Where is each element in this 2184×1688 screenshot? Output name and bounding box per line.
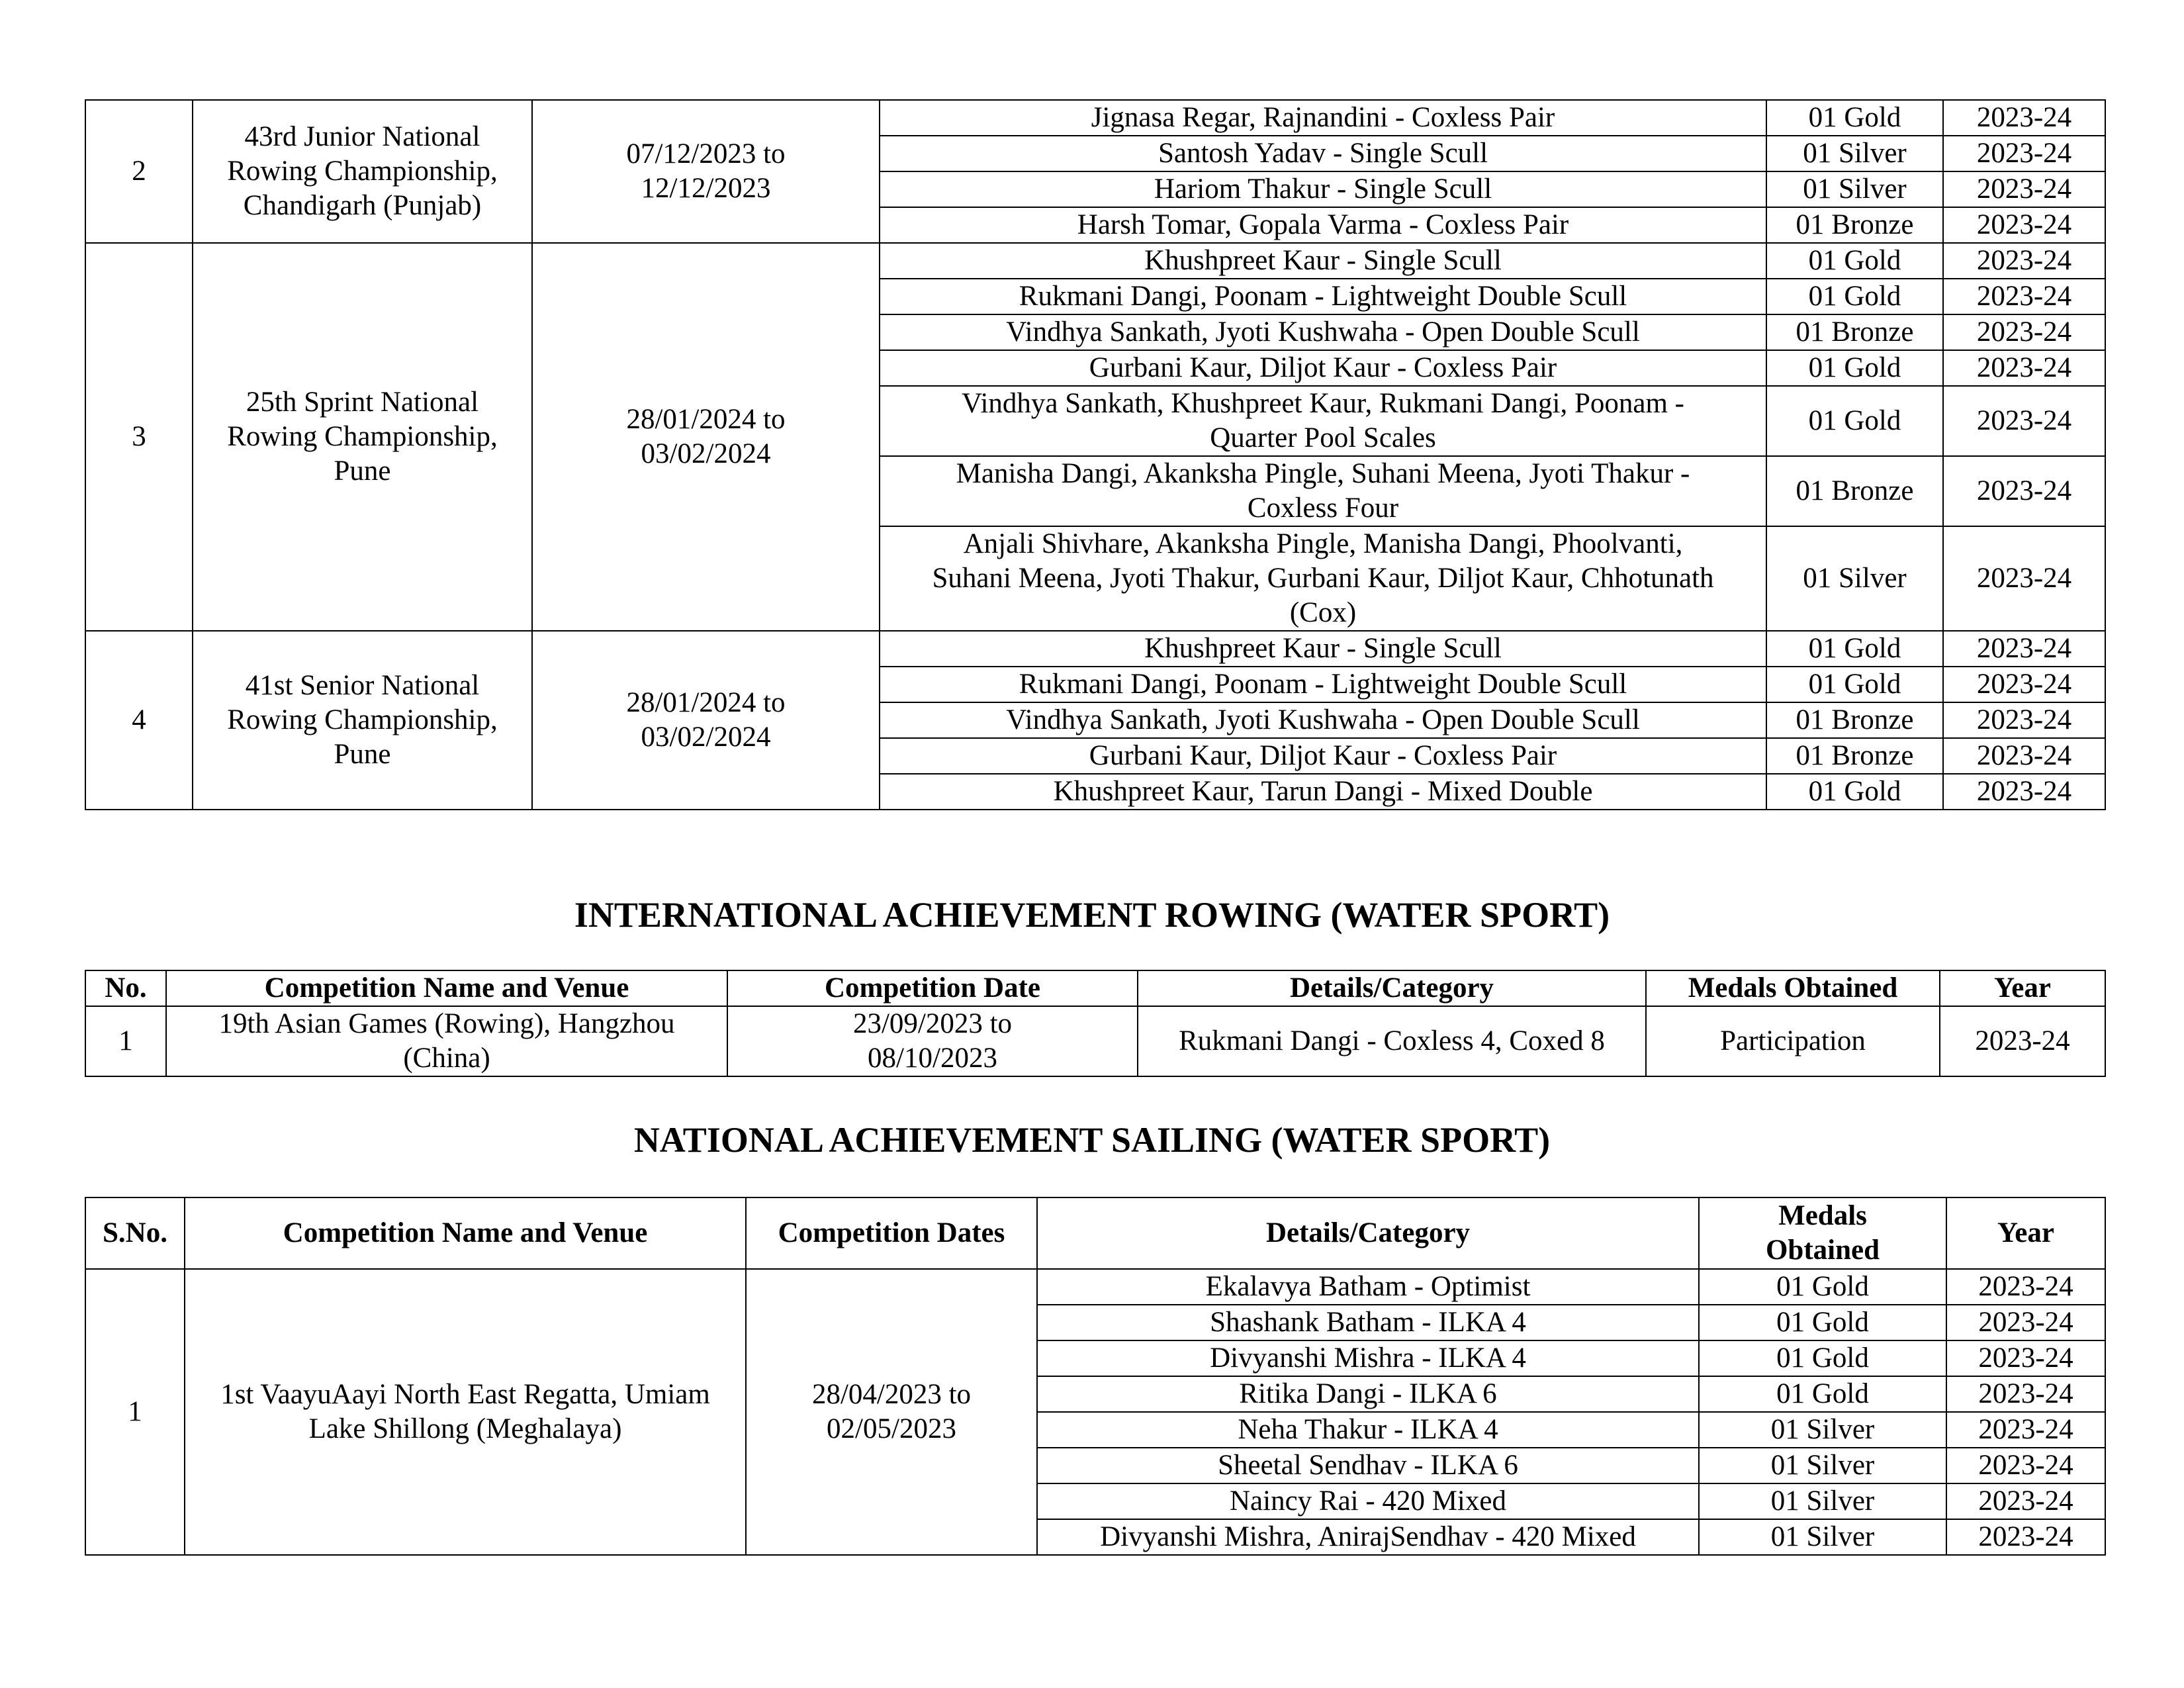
cell-medal: 01 Gold [1766,386,1943,456]
table-row [85,100,2105,136]
cell-details [880,207,1766,243]
cell-details-line: Quarter Pool Scales [1210,422,1436,453]
cell-details [880,456,1766,526]
cell-competition-line: Lake Shillong (Meghalaya) [308,1413,622,1444]
cell-details-line: Vindhya Sankath, Khushpreet Kaur, Rukmani Dangi, Poonam - [961,388,1684,419]
cell-details [880,526,1766,631]
cell-details [880,279,1766,314]
table-row [85,243,2105,279]
col-header-dates: Competition Dates [746,1197,1037,1269]
cell-medal: 01 Gold [1766,667,1943,702]
cell-competition-line: Pune [334,455,391,487]
cell-medal: 01 Silver [1766,526,1943,631]
cell-date-line: 03/02/2024 [641,722,771,753]
cell-medal: Participation [1646,1006,1940,1076]
cell-date [532,100,880,243]
cell-sno: 3 [85,243,193,631]
cell-medal: 01 Silver [1699,1483,1946,1519]
cell-details: Naincy Rai - 420 Mixed [1037,1483,1699,1519]
national-rowing-table [85,99,2106,810]
header-row [85,970,2105,1006]
cell-medal: 01 Gold [1699,1269,1946,1305]
cell-details [880,171,1766,207]
cell-medal: 01 Bronze [1766,702,1943,738]
cell-year: 2023-24 [1943,631,2105,667]
cell-details: Divyanshi Mishra - ILKA 4 [1037,1340,1699,1376]
cell-details [880,350,1766,386]
cell-year: 2023-24 [1943,738,2105,774]
cell-competition-line: 41st Senior National [245,670,480,701]
cell-details: Shashank Batham - ILKA 4 [1037,1305,1699,1340]
col-header-sno: S.No. [85,1197,185,1269]
cell-details: Rukmani Dangi - Coxless 4, Coxed 8 [1138,1006,1646,1076]
cell-medal: 01 Gold [1766,279,1943,314]
cell-details-line: Coxless Four [1247,492,1399,524]
col-header-details: Details/Category [1138,970,1646,1006]
cell-year: 2023-24 [1943,243,2105,279]
cell-date [746,1269,1037,1555]
header-line: Obtained [1765,1235,1880,1266]
cell-details-line: Santosh Yadav - Single Scull [1158,138,1488,169]
cell-details-line: Khushpreet Kaur, Tarun Dangi - Mixed Double [1053,776,1593,807]
cell-details [880,314,1766,350]
cell-competition [193,100,532,243]
cell-date-line: 12/12/2023 [641,173,771,204]
cell-competition [166,1006,727,1076]
competition-line: (China) [403,1043,490,1074]
cell-year: 2023-24 [1940,1006,2105,1076]
cell-date [532,243,880,631]
cell-details-line: Manisha Dangi, Akanksha Pingle, Suhani Meena, Jyoti Thakur - [956,458,1690,489]
cell-medal: 01 Silver [1699,1448,1946,1483]
cell-competition-line: Chandigarh (Punjab) [243,190,482,221]
cell-details: Ekalavya Batham - Optimist [1037,1269,1699,1305]
cell-year: 2023-24 [1946,1269,2105,1305]
cell-details: Divyanshi Mishra, AnirajSendhav - 420 Mixed [1037,1519,1699,1555]
cell-details-line: Suhani Meena, Jyoti Thakur, Gurbani Kaur, Diljot Kaur, Chhotunath [932,563,1714,594]
cell-medal: 01 Silver [1766,136,1943,171]
table-row [85,1006,2105,1076]
cell-date [532,631,880,810]
cell-details [880,243,1766,279]
cell-date [727,1006,1138,1076]
competition-line: 19th Asian Games (Rowing), Hangzhou [218,1008,675,1039]
cell-medal: 01 Gold [1699,1376,1946,1412]
col-header-date: Competition Date [727,970,1138,1006]
cell-details: Sheetal Sendhav - ILKA 6 [1037,1448,1699,1483]
cell-competition [193,631,532,810]
cell-year: 2023-24 [1943,207,2105,243]
cell-year: 2023-24 [1946,1412,2105,1448]
cell-year: 2023-24 [1946,1376,2105,1412]
col-header-competition: Competition Name and Venue [185,1197,746,1269]
cell-sno: 2 [85,100,193,243]
col-header-details: Details/Category [1037,1197,1699,1269]
cell-details [880,136,1766,171]
cell-competition [193,243,532,631]
cell-details-line: Hariom Thakur - Single Scull [1154,173,1492,205]
national-sailing-heading: NATIONAL ACHIEVEMENT SAILING (WATER SPORT) [633,1120,1551,1160]
cell-year: 2023-24 [1946,1305,2105,1340]
cell-competition-line: Rowing Championship, [227,704,498,735]
cell-medal: 01 Bronze [1766,207,1943,243]
cell-details-line: Rukmani Dangi, Poonam - Lightweight Double Scull [1019,281,1627,312]
cell-date-line: 03/02/2024 [641,438,771,469]
cell-details [880,667,1766,702]
cell-date-line: 28/01/2024 to [626,404,786,435]
cell-competition-line: 25th Sprint National [246,387,479,418]
cell-year: 2023-24 [1943,667,2105,702]
cell-competition [185,1269,746,1555]
cell-details-line: Khushpreet Kaur - Single Scull [1144,245,1502,276]
cell-year: 2023-24 [1946,1483,2105,1519]
cell-year: 2023-24 [1943,386,2105,456]
col-header-no: No. [85,970,166,1006]
cell-details [880,738,1766,774]
cell-medal: 01 Bronze [1766,314,1943,350]
cell-details-line: Gurbani Kaur, Diljot Kaur - Coxless Pair [1089,740,1557,771]
cell-year: 2023-24 [1943,456,2105,526]
cell-competition-line: 43rd Junior National [244,121,480,152]
cell-sno: 1 [85,1269,185,1555]
col-header-year: Year [1946,1197,2105,1269]
cell-sno: 4 [85,631,193,810]
cell-year: 2023-24 [1943,526,2105,631]
cell-details-line: (Cox) [1289,597,1357,628]
col-header-medals [1699,1197,1946,1269]
cell-date-line: 02/05/2023 [827,1413,956,1444]
header-row [85,1197,2105,1269]
cell-details-line: Anjali Shivhare, Akanksha Pingle, Manisha Dangi, Phoolvanti, [963,528,1683,559]
cell-year: 2023-24 [1943,100,2105,136]
national-sailing-table [85,1197,2106,1556]
cell-year: 2023-24 [1943,350,2105,386]
cell-details [880,774,1766,810]
cell-details-line: Harsh Tomar, Gopala Varma - Coxless Pair [1077,209,1569,240]
cell-competition-line: Rowing Championship, [227,156,498,187]
cell-details-line: Vindhya Sankath, Jyoti Kushwaha - Open Double Scull [1006,704,1640,735]
col-header-competition: Competition Name and Venue [166,970,727,1006]
cell-medal: 01 Bronze [1766,456,1943,526]
cell-date-line: 07/12/2023 to [626,138,786,169]
cell-competition-line: 1st VaayuAayi North East Regatta, Umiam [220,1379,710,1410]
cell-details [880,702,1766,738]
cell-medal: 01 Gold [1766,100,1943,136]
cell-date-line: 28/01/2024 to [626,687,786,718]
cell-details-line: Rukmani Dangi, Poonam - Lightweight Double Scull [1019,669,1627,700]
table-row [85,1269,2105,1305]
col-header-year: Year [1940,970,2105,1006]
cell-medal: 01 Silver [1766,171,1943,207]
cell-details-line: Gurbani Kaur, Diljot Kaur - Coxless Pair [1089,352,1557,383]
national-rowing-table-body [85,100,2105,810]
cell-details [880,386,1766,456]
cell-medal: 01 Silver [1699,1519,1946,1555]
cell-year: 2023-24 [1943,774,2105,810]
cell-year: 2023-24 [1943,314,2105,350]
cell-competition-line: Rowing Championship, [227,421,498,452]
cell-details [880,100,1766,136]
international-rowing-table [85,970,2106,1077]
cell-date-line: 28/04/2023 to [811,1379,972,1410]
cell-details: Ritika Dangi - ILKA 6 [1037,1376,1699,1412]
cell-medal: 01 Gold [1766,350,1943,386]
cell-year: 2023-24 [1943,279,2105,314]
cell-year: 2023-24 [1943,702,2105,738]
col-header-medals: Medals Obtained [1646,970,1940,1006]
cell-medal: 01 Gold [1699,1340,1946,1376]
cell-year: 2023-24 [1946,1519,2105,1555]
cell-medal: 01 Gold [1766,243,1943,279]
cell-medal: 01 Gold [1699,1305,1946,1340]
cell-medal: 01 Bronze [1766,738,1943,774]
cell-medal: 01 Silver [1699,1412,1946,1448]
cell-details-line: Jignasa Regar, Rajnandini - Coxless Pair [1091,102,1555,133]
cell-year: 2023-24 [1943,136,2105,171]
cell-no: 1 [85,1006,166,1076]
cell-year: 2023-24 [1946,1448,2105,1483]
national-sailing-table-body [85,1269,2105,1555]
cell-details-line: Vindhya Sankath, Jyoti Kushwaha - Open Double Scull [1006,316,1640,348]
cell-competition-line: Pune [334,739,391,770]
cell-medal: 01 Gold [1766,774,1943,810]
table-row [85,631,2105,667]
date-line: 23/09/2023 to [852,1008,1013,1039]
cell-details [880,631,1766,667]
date-line: 08/10/2023 [868,1043,997,1074]
cell-year: 2023-24 [1946,1340,2105,1376]
cell-details-line: Khushpreet Kaur - Single Scull [1144,633,1502,664]
cell-year: 2023-24 [1943,171,2105,207]
international-rowing-heading: INTERNATIONAL ACHIEVEMENT ROWING (WATER SPORT) [574,895,1610,935]
header-line: Medals [1778,1200,1867,1231]
cell-medal: 01 Gold [1766,631,1943,667]
cell-details: Neha Thakur - ILKA 4 [1037,1412,1699,1448]
